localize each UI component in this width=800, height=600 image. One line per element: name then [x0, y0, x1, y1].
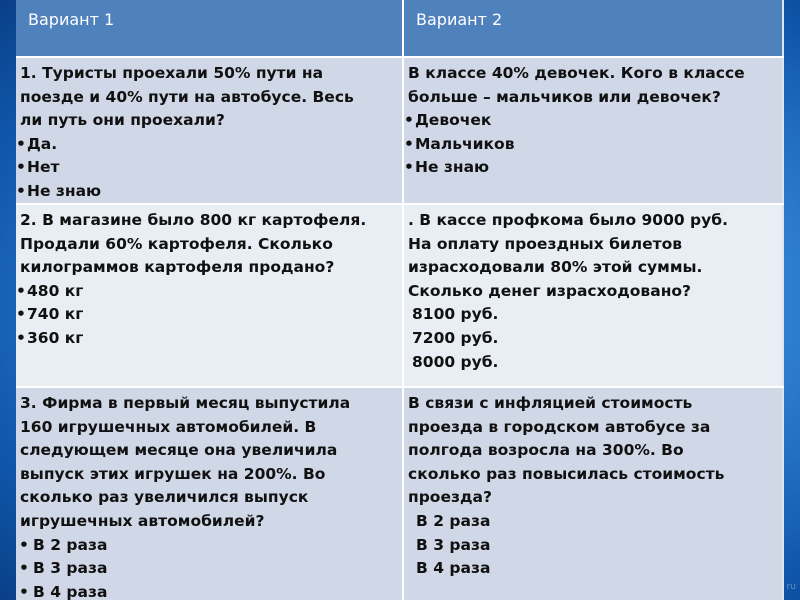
bullet-icon: • [19, 559, 29, 578]
task-1-variant-2 [404, 58, 782, 203]
question-line: израсходовали 80% этой суммы. [408, 258, 703, 277]
answer-list [16, 133, 394, 204]
answer-option [408, 534, 774, 558]
answer-list [16, 280, 394, 351]
task-1-variant-1 [16, 58, 402, 203]
header-variant-1 [16, 0, 402, 58]
answer-option [408, 351, 774, 375]
bullet-icon: • [16, 181, 26, 200]
question-line: сколько раз увеличился выпуск [20, 488, 309, 507]
question-line: 3. Фирма в первый месяц выпустила [20, 394, 351, 412]
bullet-icon: • [16, 328, 26, 347]
answer-text: Мальчиков [415, 134, 515, 153]
answer-option [16, 327, 394, 351]
answer-option [408, 510, 774, 534]
task-2-variant-2 [404, 205, 782, 386]
answer-option [16, 280, 394, 304]
question-line: следующем месяце она увеличила [20, 441, 338, 460]
answer-option [404, 109, 774, 133]
answer-list [404, 109, 774, 180]
answer-text: 7200 руб. [412, 328, 499, 347]
question-line: ли путь они проехали? [20, 111, 225, 130]
question-line: сколько раз повысилась стоимость [408, 464, 725, 483]
bullet-icon: • [16, 158, 26, 177]
answer-option [408, 303, 774, 327]
bullet-icon: • [404, 111, 414, 130]
header-variant-2-label: Вариант 2 [416, 10, 503, 29]
question-line: Сколько денег израсходовано? [408, 281, 692, 300]
bullet-icon: • [19, 582, 29, 600]
question-line: . В кассе профкома было 9000 руб. [408, 211, 728, 229]
answer-list [408, 510, 774, 581]
question-line: проезда в городском автобусе за [408, 417, 711, 436]
question-line: проезда? [408, 488, 492, 507]
answer-option [20, 557, 394, 581]
answer-text: В 2 раза [416, 511, 491, 530]
bullet-icon: • [16, 305, 26, 324]
question-line: 160 игрушечных автомобилей. В [20, 417, 317, 436]
question-line: килограммов картофеля продано? [20, 258, 335, 277]
answer-text: 740 кг [27, 305, 84, 324]
answer-option [408, 327, 774, 351]
question-line: больше – мальчиков или девочек? [408, 87, 721, 106]
question-line: Продали 60% картофеля. Сколько [20, 234, 333, 253]
answer-text: 480 кг [27, 281, 84, 300]
question-line: На оплату проездных билетов [408, 234, 683, 253]
answer-text: Да. [27, 134, 58, 153]
bullet-icon: • [404, 158, 414, 177]
question-line: В связи с инфляцией стоимость [408, 394, 693, 412]
question-line: выпуск этих игрушек на 200%. Во [20, 464, 326, 483]
bullet-icon: • [19, 535, 29, 554]
answer-text: 360 кг [27, 328, 84, 347]
watermark: ru [786, 582, 796, 592]
header-variant-1-label: Вариант 1 [28, 10, 115, 29]
question-line: поезде и 40% пути на автобусе. Весь [20, 87, 354, 106]
answer-text: Нет [27, 158, 60, 177]
answer-text: Не знаю [27, 181, 102, 200]
answer-text: В 4 раза [416, 559, 491, 578]
bullet-icon: • [16, 281, 26, 300]
quiz-table [16, 0, 784, 600]
row-divider [16, 203, 784, 205]
answer-list [20, 534, 394, 600]
answer-option [16, 133, 394, 157]
answer-text: Девочек [415, 111, 492, 130]
answer-option [16, 303, 394, 327]
row-divider [16, 386, 784, 388]
task-3-variant-1 [16, 388, 402, 600]
task-2-variant-1 [16, 205, 402, 386]
header-variant-2 [404, 0, 782, 58]
question-line: полгода возросла на 300%. Во [408, 441, 684, 460]
task-3-variant-2 [404, 388, 782, 600]
answer-option [16, 180, 394, 204]
answer-text: В 3 раза [33, 559, 108, 578]
column-divider [402, 0, 404, 600]
answer-list [408, 303, 774, 374]
bullet-icon: • [16, 134, 26, 153]
answer-option [20, 581, 394, 600]
answer-option [20, 534, 394, 558]
bullet-icon: • [404, 134, 414, 153]
header-divider [16, 56, 784, 58]
question-line: В классе 40% девочек. Кого в классе [408, 64, 745, 82]
answer-option [404, 156, 774, 180]
question-line: 2. В магазине было 800 кг картофеля. [20, 211, 367, 229]
answer-text: В 4 раза [33, 582, 108, 600]
answer-option [16, 156, 394, 180]
answer-option [404, 133, 774, 157]
answer-option [408, 557, 774, 581]
answer-text: В 2 раза [33, 535, 108, 554]
question-line: 1. Туристы проехали 50% пути на [20, 64, 324, 82]
answer-text: 8000 руб. [412, 352, 499, 371]
question-line: игрушечных автомобилей? [20, 511, 265, 530]
answer-text: Не знаю [415, 158, 490, 177]
answer-text: В 3 раза [416, 535, 491, 554]
answer-text: 8100 руб. [412, 305, 499, 324]
